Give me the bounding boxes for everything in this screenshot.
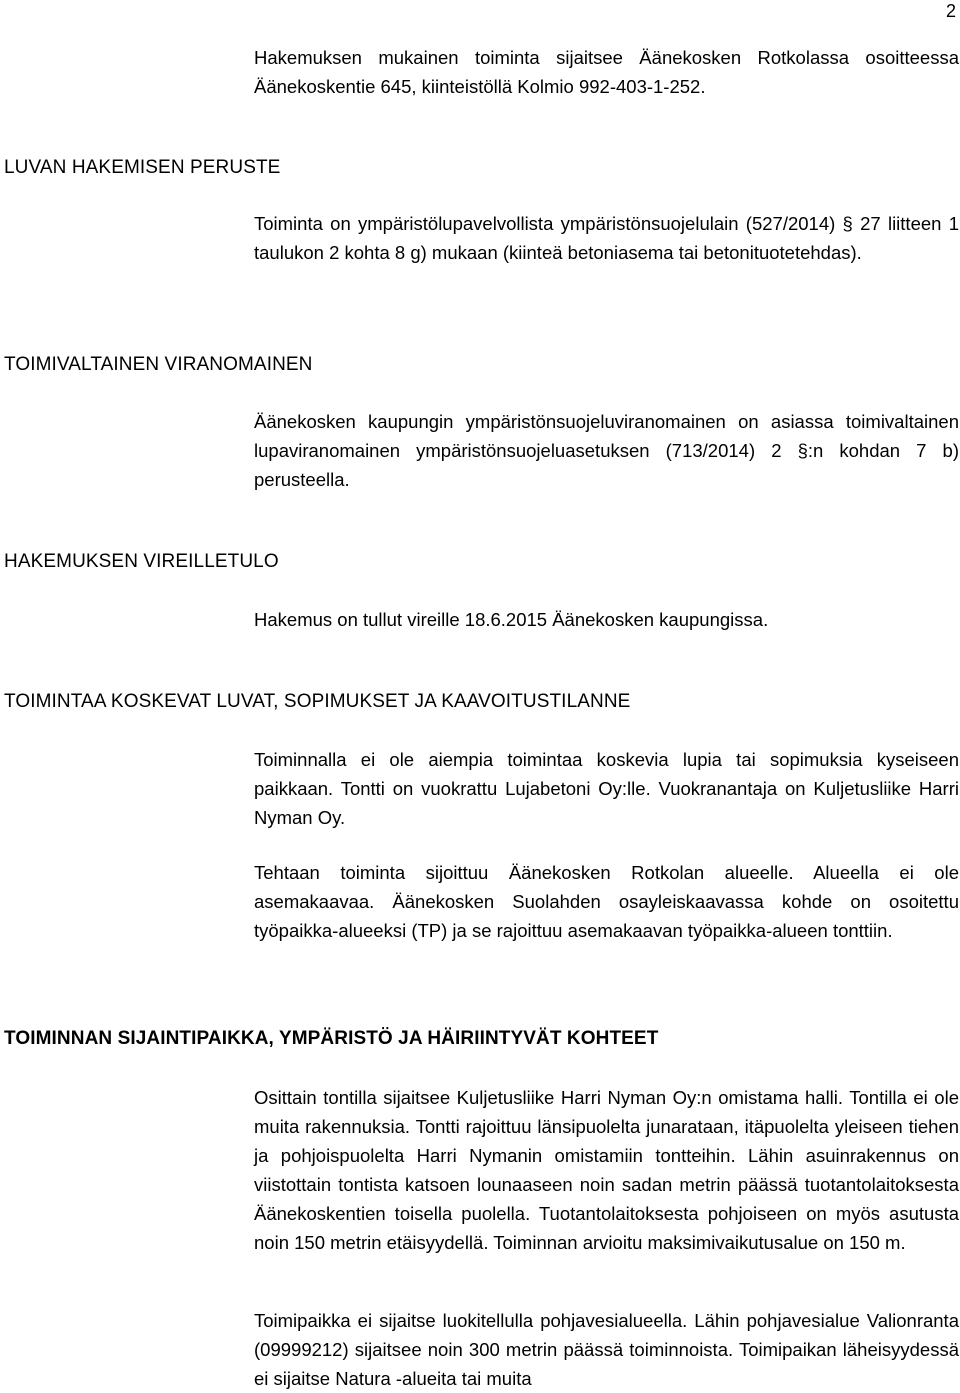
page-number: 2: [945, 1, 956, 21]
paragraph: Toimipaikka ei sijaitse luokitellulla pohjavesialueella. Lähin pohjavesialue Valionranta (09999212) sijaitsee noin 300 metrin päässä toiminnoista. Toimipaikan läheisyydessä ei sijaitse Natura -alueita tai muita: [254, 1310, 959, 1389]
section-body-luvat-sopimukset-kaavoitus: [254, 745, 959, 832]
paragraph: Osittain tontilla sijaitsee Kuljetusliike Harri Nyman Oy:n omistama halli. Tontilla ei ole muita rakennuksia. Tontti rajoittuu länsipuolelta junarataan, itäpuolelta yleiseen tiehen ja pohjoispuolelta Harri Nymanin omistamiin tontteihin. Lähin asuinrakennus on viistottain tontista katsoen lounaaseen noin sadan metrin päässä tuotantolaitoksesta Äänekoskentien toisella puolella. Tuotantolaitoksesta pohjoiseen on myös asutusta noin 150 metrin etäisyydellä. Toiminnan arvioitu maksimivaikutusalue on 150 m.: [254, 1087, 959, 1253]
paragraph: Toiminta on ympäristölupavelvollista ympäristönsuojelulain (527/2014) § 27 liitteen 1 taulukon 2 kohta 8 g) mukaan (kiinteä betoniasema tai betonituotetehdas).: [254, 213, 959, 263]
paragraph: Toiminnalla ei ole aiempia toimintaa koskevia lupia tai sopimuksia kyseiseen paikkaan. Tontti on vuokrattu Lujabetoni Oy:lle. Vuokranantaja on Kuljetusliike Harri Nyman Oy.: [254, 749, 959, 828]
section-body-sijaintipaikka-ymparisto-2: [254, 1306, 959, 1393]
section-heading-sijaintipaikka-ymparisto: TOIMINNAN SIJAINTIPAIKKA, YMPÄRISTÖ JA HÄIRIINTYVÄT KOHTEET: [4, 1028, 659, 1049]
section-heading-toimivaltainen-viranomainen: TOIMIVALTAINEN VIRANOMAINEN: [4, 354, 313, 375]
paragraph: Äänekosken kaupungin ympäristönsuojeluviranomainen on asiassa toimivaltainen lupaviranomainen ympäristönsuojeluasetuksen (713/2014) 2 §:n kohdan 7 b) perusteella.: [254, 411, 959, 490]
section-body-hakemuksen-vireilletulo: [254, 605, 959, 634]
section-heading-hakemuksen-vireilletulo: HAKEMUKSEN VIREILLETULO: [4, 551, 279, 572]
paragraph: Hakemus on tullut vireille 18.6.2015 Äänekosken kaupungissa.: [254, 609, 769, 630]
section-body-toimivaltainen-viranomainen: [254, 407, 959, 494]
intro-paragraph: Hakemuksen mukainen toiminta sijaitsee Äänekosken Rotkolassa osoitteessa Äänekoskentie 645, kiinteistöllä Kolmio 992-403-1-252.: [254, 47, 959, 97]
section-body-luvat-sopimukset-kaavoitus-2: [254, 858, 959, 945]
intro-block: [254, 43, 959, 101]
paragraph: Tehtaan toiminta sijoittuu Äänekosken Rotkolan alueelle. Alueella ei ole asemakaavaa. Äänekosken Suolahden osayleiskaavassa kohde on osoitettu työpaikka-alueeksi (TP) ja se rajoittuu asemakaavan työpaikka-alueen tonttiin.: [254, 862, 959, 941]
section-body-sijaintipaikka-ymparisto: [254, 1083, 959, 1257]
section-body-luvan-hakemisen-peruste: [254, 209, 959, 267]
section-heading-luvat-sopimukset-kaavoitus: TOIMINTAA KOSKEVAT LUVAT, SOPIMUKSET JA KAAVOITUSTILANNE: [4, 691, 631, 712]
section-heading-luvan-hakemisen-peruste: LUVAN HAKEMISEN PERUSTE: [4, 157, 281, 178]
